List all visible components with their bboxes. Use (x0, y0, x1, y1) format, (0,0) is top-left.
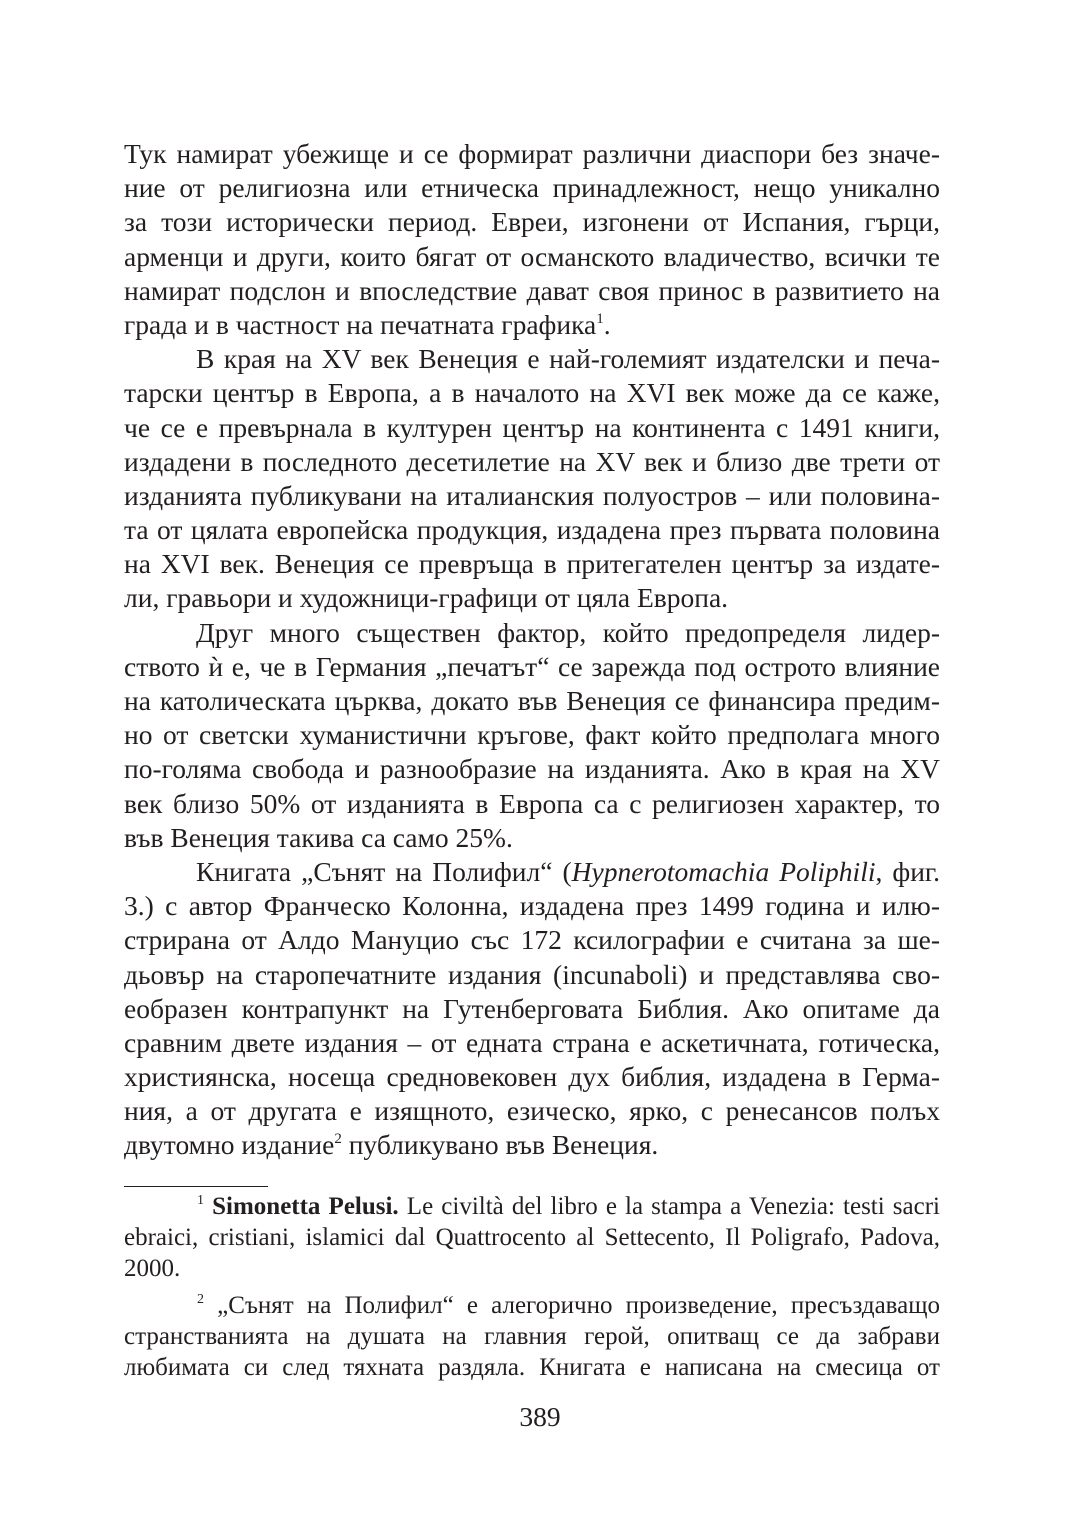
body-line (124, 445, 940, 479)
footnote-line (124, 1321, 940, 1352)
text-segment: публикувано във Венеция. (341, 1129, 659, 1161)
text-segment: но от светски хуманистични кръгове, факт който предполага много (124, 719, 940, 751)
text-segment: за този исторически период. Евреи, изгонени от Испания, гърци, (124, 206, 940, 238)
body-line (124, 889, 940, 923)
page-number: 389 (519, 1401, 561, 1432)
text-segment: на католическата църква, докато във Венеция се финансира предим- (124, 685, 940, 716)
text-segment: ния, а от другата е изящното, езическо, ярко, с ренесансов полъх (124, 1095, 940, 1127)
text-segment: издадени в последното десетилетие на XV век и близо две трети от (124, 445, 940, 477)
footnote-line (124, 1253, 940, 1284)
body-line (124, 240, 940, 274)
body-line (124, 650, 940, 684)
text-segment: арменци и други, които бягат от османското владичество, всички те (124, 240, 940, 272)
body-line (124, 411, 940, 445)
text-segment: ние от религиозна или етническа принадлежност, нещо уникално (124, 172, 940, 204)
body-line (124, 1026, 940, 1060)
body-line (124, 308, 940, 342)
body-line (124, 513, 940, 547)
text-segment: еобразен контрапункт на Гутенберговата Библия. Ако опитаме да (124, 992, 940, 1024)
text-segment: 3.) с автор Франческо Колонна, издадена през 1499 година и илю- (124, 890, 940, 922)
text-segment: век близо 50% от изданията в Европа са с религиозен характер, то (124, 787, 940, 819)
text-segment: намират подслон и впоследствие дават своя принос в развитието на (124, 274, 940, 306)
text-segment: ството ѝ е, че в Германия „печатът“ се зарежда под острото влияние (124, 650, 940, 682)
text-segment: двутомно издание (124, 1129, 335, 1161)
body-line (124, 684, 940, 718)
text-segment: странстванията на душата на главния герой, опитващ се да забрави (124, 1323, 940, 1350)
text-segment: ebraici, cristiani, islamici dal Quattrocento al Settecento, Il Poligrafo, Padova, (124, 1224, 940, 1251)
italic-title: Hypnerotomachia Poliphili (571, 855, 876, 887)
main-body-text (124, 137, 940, 1163)
text-segment: Друг много съществен фактор, който предопределя лидер- (196, 616, 940, 648)
footnote-line (124, 1191, 940, 1222)
footnotes (124, 1191, 940, 1383)
footnote-marker: 1 (197, 1193, 204, 1208)
text-segment: та от цялата европейска продукция, издадена през първата половина (124, 514, 940, 546)
body-line (124, 718, 940, 752)
text-segment: дьовър на старопечатните издания (incunaboli) и представлява сво- (124, 958, 940, 990)
body-line (124, 992, 940, 1026)
text-segment: тарски център в Европа, а в началото на XVI век може да се каже, (124, 377, 940, 409)
footnote-line (124, 1352, 940, 1383)
text-segment: „Сънят на Полифил“ е алегорично произведение, пресъздаващо (204, 1292, 940, 1319)
text-segment: по-голяма свобода и разнообразие на изданията. Ако в края на XV (124, 753, 940, 785)
text-segment: любимата си след тяхната раздяла. Книгата е написана на смесица от (124, 1354, 940, 1381)
text-segment: ли, гравьори и художници-графици от цяла Европа. (124, 582, 729, 614)
footnote-separator-rule (124, 1186, 268, 1187)
body-line (124, 274, 940, 308)
body-line (124, 923, 940, 957)
body-line (124, 171, 940, 205)
body-line (124, 855, 940, 889)
body-line (124, 205, 940, 239)
text-segment: Книгата „Сънят на Полифил“ ( (196, 855, 572, 887)
body-line (124, 616, 940, 650)
text-segment: града и в частност на печатната графика (124, 308, 597, 340)
text-segment: , фиг. (875, 855, 940, 887)
text-segment: християнска, носеща средновековен дух библия, издадена в Герма- (124, 1061, 940, 1093)
author-name: Simonetta Pelusi. (212, 1193, 399, 1220)
body-line (124, 376, 940, 410)
footnote-marker: 2 (197, 1292, 204, 1307)
text-segment: изданията публикувани на италианския полуостров – или половина- (124, 479, 940, 511)
body-line (124, 821, 940, 855)
text-segment: стрирана от Алдо Мануцио със 172 ксилографии е считана за ше- (124, 924, 940, 956)
text-segment (204, 1193, 212, 1220)
body-line (124, 581, 940, 615)
footnote-line (124, 1290, 940, 1321)
body-line (124, 137, 940, 171)
body-line (124, 958, 940, 992)
text-segment: Le civiltà del libro e la stampa a Venezia: testi sacri (398, 1193, 940, 1220)
footnote-marker: 2 (334, 1131, 342, 1148)
body-line (124, 547, 940, 581)
body-line (124, 1094, 940, 1128)
body-line (124, 342, 940, 376)
text-segment: Тук намират убежище и се формират различни диаспори без значе- (124, 138, 940, 169)
text-segment: 2000. (124, 1255, 181, 1282)
body-line (124, 479, 940, 513)
footnote-marker: 1 (596, 310, 604, 327)
footnote-line (124, 1222, 940, 1253)
text-segment: . (603, 308, 611, 340)
text-segment: В края на XV век Венеция е най-големият издателски и печа- (196, 343, 940, 375)
body-line (124, 1128, 940, 1162)
text-segment: във Венеция такива са само 25%. (124, 821, 513, 853)
body-line (124, 1060, 940, 1094)
text-segment: че се е превърнала в културен център на континента с 1491 книги, (124, 411, 940, 443)
text-segment: на XVI век. Венеция се превръща в притегателен център за издате- (124, 548, 940, 580)
text-segment: сравним двете издания – от едната страна е аскетичната, готическа, (124, 1026, 940, 1058)
body-line (124, 787, 940, 821)
body-line (124, 752, 940, 786)
